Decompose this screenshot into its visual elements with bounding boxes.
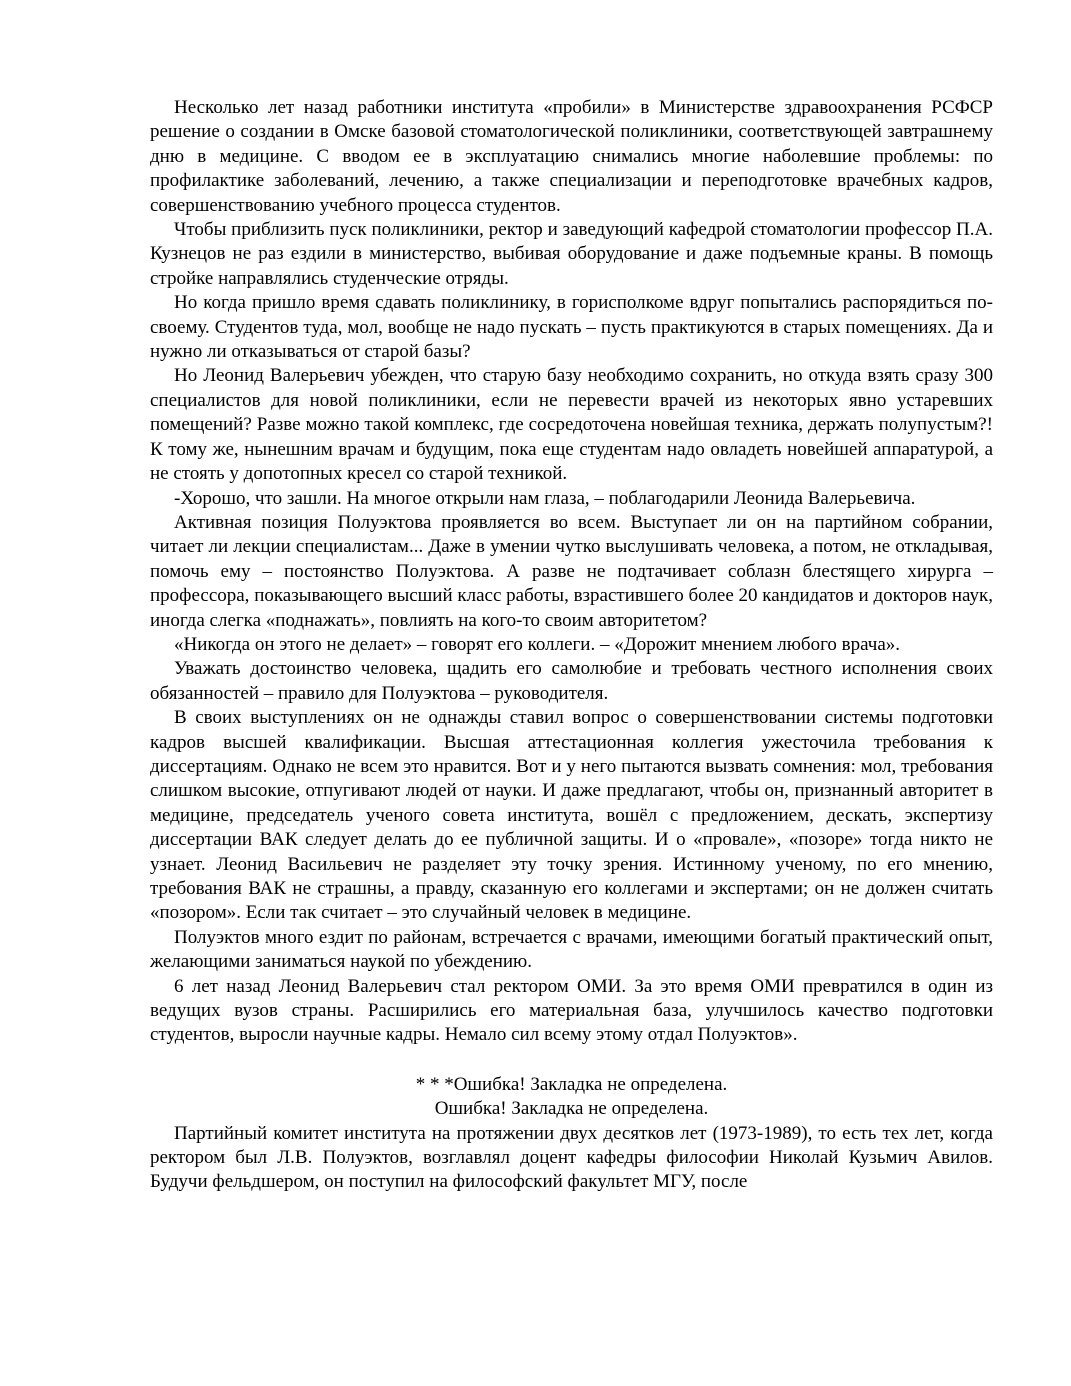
document-text bbox=[150, 96, 993, 1195]
bookmark-error-line: Ошибка! Закладка не определена. bbox=[434, 1098, 709, 1120]
paragraph: Партийный комитет института на протяжении двух десятков лет (1973-1989), то есть тех лет, когда ректором был Л.В. Полуэктов, возглавлял доцент кафедры философии Николай Кузьмич Авилов. Будучи фельдшером, он поступил на философский факультет МГУ, после bbox=[150, 1122, 993, 1193]
paragraph: Чтобы приблизить пуск поликлиники, ректор и заведующий кафедрой стоматологии профессор П.А. Кузнецов не раз ездили в министерство, выбивая оборудование и даже подъемные краны. В помощь стройке направлялись студенческие отряды. bbox=[150, 219, 993, 289]
paragraph: Но когда пришло время сдавать поликлинику, в горисполкоме вдруг попытались распорядиться по-своему. Студентов туда, мол, вообще не надо пускать – пусть практикуются в старых помещениях. Да и нужно ли отказываться от старой базы? bbox=[150, 292, 993, 363]
paragraph: «Никогда он этого не делает» – говорят его коллеги. – «Дорожит мнением любого врача». bbox=[174, 633, 901, 655]
paragraph: Уважать достоинство человека, щадить его самолюбие и требовать честного исполнения своих обязанностей – правило для Полуэктова – руководителя. bbox=[150, 658, 993, 704]
paragraph: В своих выступлениях он не однажды ставил вопрос о совершенствовании системы подготовки кадров высшей квалификации. Высшая аттестационная коллегия ужесточила требования к диссертациям. Однако не всем это нравится. Вот и у него пытаются вызвать сомнения: мол, требования слишком высокие, отпугивают людей от науки. И даже предлагают, чтобы он, признанный авторитет в медицине, председатель ученого совета института, вошёл с предложением, дескать, экспертизу диссертации ВАК следует делать до ее публичной защиты. И о «провале», «позоре» тогда никто не узнает. Леонид Васильевич не разделяет эту точку зрения. Истинному ученому, по его мнению, требования ВАК не страшны, а правду, сказанную его коллегами и экспертами; он не должен считать «позором». Если так считает – это случайный человек в медицине. bbox=[150, 707, 993, 924]
paragraph: Несколько лет назад работники института «пробили» в Министерстве здравоохранения РСФСР решение о создании в Омске базовой стоматологической поликлиники, соответствующей завтрашнему дню в медицине. С вводом ее в эксплуатацию снимались многие наболевшие проблемы: по профилактике заболеваний, лечению, а также специализации и переподготовке врачебных кадров, совершенствованию учебного процесса студентов. bbox=[150, 97, 993, 216]
paragraph: Активная позиция Полуэктова проявляется во всем. Выступает ли он на партийном собрании, читает ли лекции специалистам... Даже в умении чутко выслушивать человека, а потом, не откладывая, помочь ему – постоянство Полуэктова. А разве не подтачивает соблазн блестящего хирурга – профессора, показывающего высший класс работы, взрастившего более 20 кандидатов и докторов наук, иногда слегка «поднажать», повлиять на кого-то своим авторитетом? bbox=[150, 511, 993, 631]
section-separator: * * *Ошибка! Закладка не определена. bbox=[415, 1073, 728, 1095]
paragraph: Но Леонид Валерьевич убежден, что старую базу необходимо сохранить, но откуда взять сразу 300 специалистов для новой поликлиники, если не перевести врачей из некоторых явно устаревших помещений? Разве можно такой комплекс, где сосредоточена новейшая техника, держать полупустым?! К тому же, нынешним врачам и будущим, пока еще студентам надо овладеть новейшей аппаратурой, а не стоять у допотопных кресел со старой техникой. bbox=[150, 365, 993, 485]
section-gap bbox=[150, 1048, 993, 1073]
paragraph: -Хорошо, что зашли. На многое открыли нам глаза, – поблагодарили Леонида Валерьевича. bbox=[174, 487, 916, 509]
paragraph: 6 лет назад Леонид Валерьевич стал ректором ОМИ. За это время ОМИ превратился в один из ведущих вузов страны. Расширились его материальная база, улучшилось качество подготовки студентов, выросли научные кадры. Немало сил всему этому отдал Полуэктов». bbox=[150, 975, 993, 1046]
paragraph: Полуэктов много ездит по районам, встречается с врачами, имеющими богатый практический опыт, желающими заниматься наукой по убеждению. bbox=[150, 926, 993, 973]
